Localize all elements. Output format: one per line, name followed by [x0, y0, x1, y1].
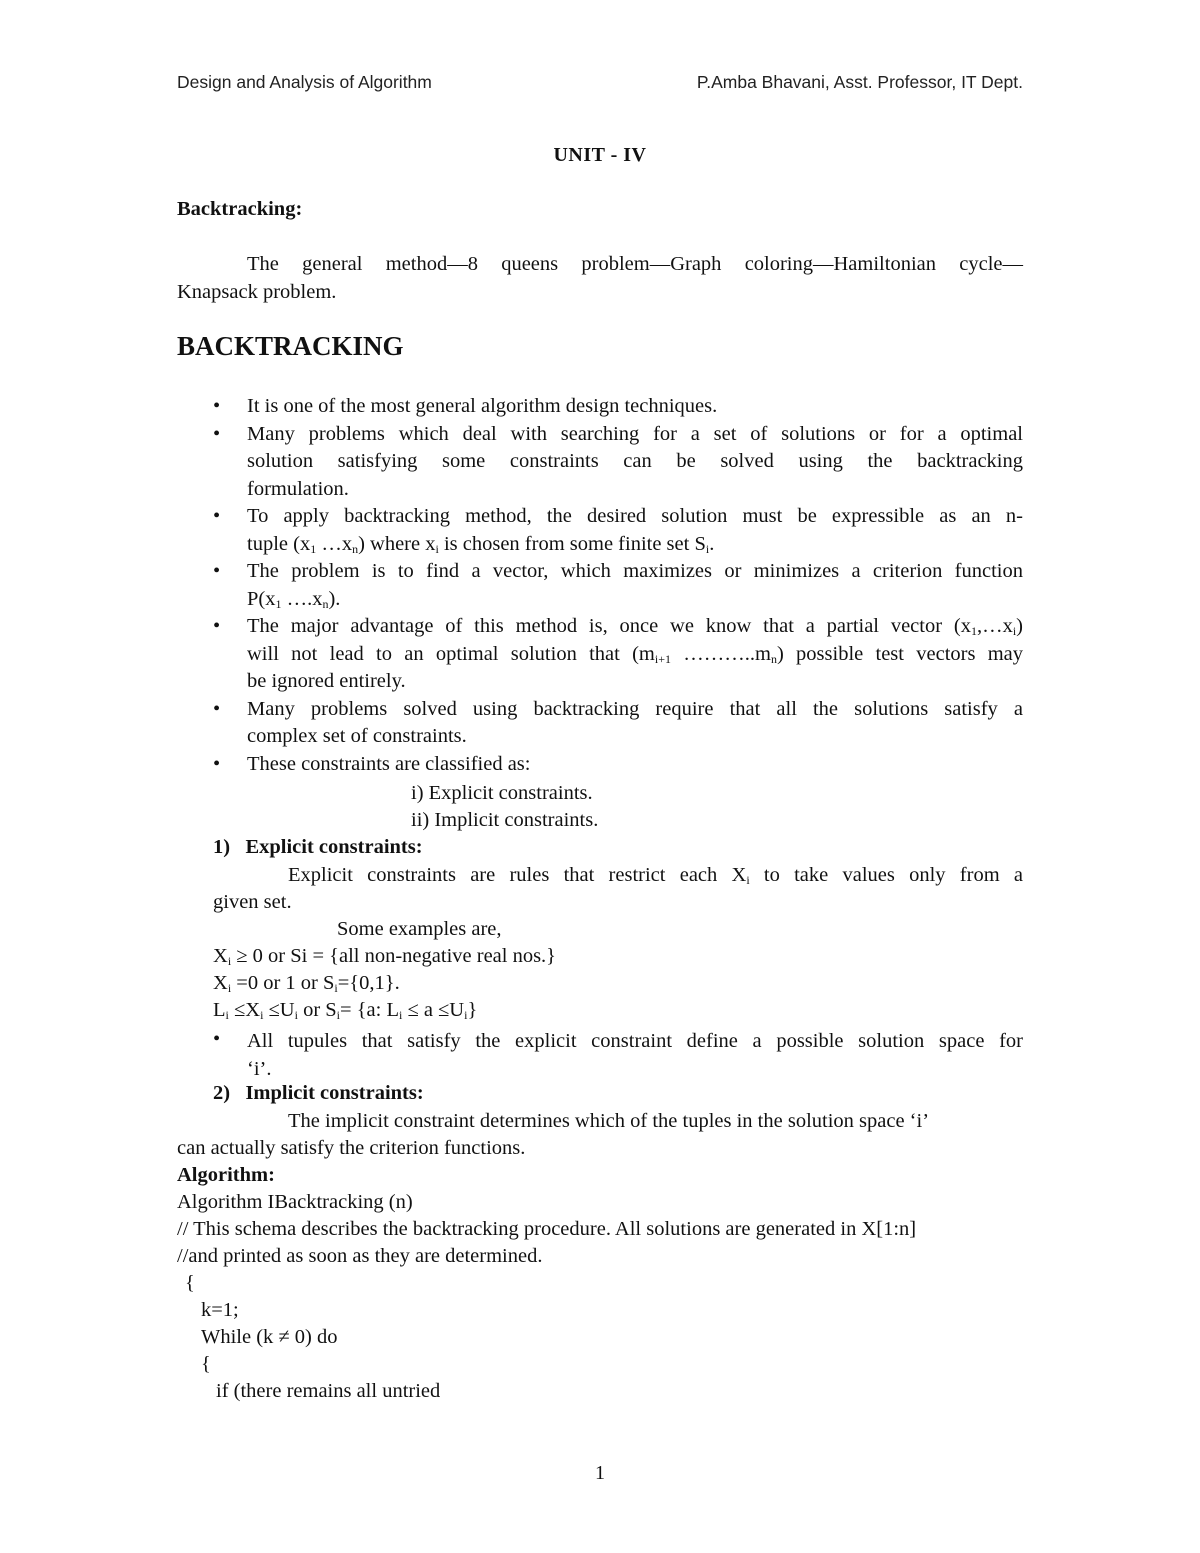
- page-header: [177, 72, 1023, 100]
- implicit-class-item: ii) Implicit constraints.: [411, 809, 599, 831]
- explicit-class-item: i) Explicit constraints.: [411, 782, 593, 804]
- list-item: • Many problems solved using backtracking require that all the solutions satisfy a complex set of constraints.: [213, 697, 1023, 747]
- bullet-icon: •: [213, 1028, 221, 1050]
- algorithm-heading: Algorithm:: [177, 1164, 275, 1186]
- example-1: $X_i \ge 0$ or Si = {all non-negative real nos.}: [213, 945, 557, 968]
- bullet-icon: •: [213, 560, 221, 582]
- list-item: • These constraints are classified as:: [213, 751, 1023, 779]
- algorithm-open-brace-2: {: [201, 1353, 211, 1375]
- example-2: $X_i =0$ or 1 or $S_i=\{0,1\}$.: [213, 972, 400, 995]
- topic-heading: Backtracking:: [177, 198, 303, 220]
- example-3: $L_i \le X_i \le U_i$ or $S_i= \{a$: $L_i \le a \le U_i$}: [213, 999, 478, 1022]
- explicit-definition-line-1: Explicit constraints are rules that restrict each $X_i$ to take values only from a: [288, 864, 1023, 887]
- bullet-icon: •: [213, 422, 221, 445]
- main-heading: BACKTRACKING: [177, 331, 404, 361]
- algorithm-comment-1: // This schema describes the backtracking procedure. All solutions are generated in X[1:n]: [177, 1218, 917, 1240]
- implicit-definition-line-1: The implicit constraint determines which of the tuples in the solution space ‘i’: [288, 1110, 930, 1132]
- bullet-icon: •: [213, 615, 221, 637]
- explicit-definition-line-2: given set.: [213, 891, 292, 913]
- page-number: 1: [595, 1462, 605, 1484]
- bullet-icon: •: [213, 752, 221, 775]
- summary-line-1: The general method—8 queens problem—Graph coloring—Hamiltonian cycle—: [247, 253, 1023, 275]
- list-item: • It is one of the most general algorithm design techniques.: [213, 393, 1023, 421]
- bullet-list: [213, 393, 1023, 778]
- algorithm-if: if (there remains all untried: [216, 1380, 441, 1402]
- list-item: • The problem is to find a vector, which maximizes or minimizes a criterion function $P(x_1$ $\dots.x_n$).: [213, 560, 1023, 611]
- implicit-definition-line-2: can actually satisfy the criterion functions.: [177, 1137, 526, 1159]
- algorithm-comment-2: //and printed as soon as they are determined.: [177, 1245, 543, 1267]
- bullet-icon: •: [213, 505, 221, 527]
- list-item: • Many problems which deal with searching for a set of solutions or for a optimal solution satisfying some constraints can be solved using the backtracking formulation.: [213, 422, 1023, 500]
- explicit-heading: 1) Explicit constraints:: [213, 836, 423, 858]
- author-info: P.Amba Bhavani, Asst. Professor, IT Dept.: [696, 72, 1023, 92]
- summary-line-2: Knapsack problem.: [177, 281, 337, 303]
- course-title: Design and Analysis of Algorithm: [177, 72, 432, 92]
- bullet-icon: •: [213, 395, 221, 417]
- algorithm-while: While (k ≠ 0) do: [201, 1326, 338, 1348]
- examples-intro: Some examples are,: [337, 918, 502, 940]
- implicit-heading: 2) Implicit constraints:: [213, 1082, 424, 1104]
- explicit-bullet: • All tupules that satisfy the explicit constraint define a possible solution space for ‘i’.: [213, 1028, 1023, 1080]
- unit-title: UNIT - IV: [553, 144, 647, 166]
- list-item: • To apply backtracking method, the desired solution must be expressible as an n- tuple ($x_1$ $\dots x_n$) where $x_i$ is chosen from some finite set $S_i$.: [213, 505, 1023, 556]
- list-item: • The major advantage of this method is, once we know that a partial vector $(x_1,\dots x_i)$ will not lead to an optimal solution that ($m_{i+1}$ $\dots\dots\dots..m_n$) possible test vectors may be ignored entirely.: [213, 615, 1024, 692]
- algorithm-open-brace: {: [185, 1272, 195, 1294]
- bullet-icon: •: [213, 697, 221, 720]
- algorithm-init: k=1;: [201, 1299, 239, 1321]
- algorithm-name: Algorithm IBacktracking (n): [177, 1191, 413, 1213]
